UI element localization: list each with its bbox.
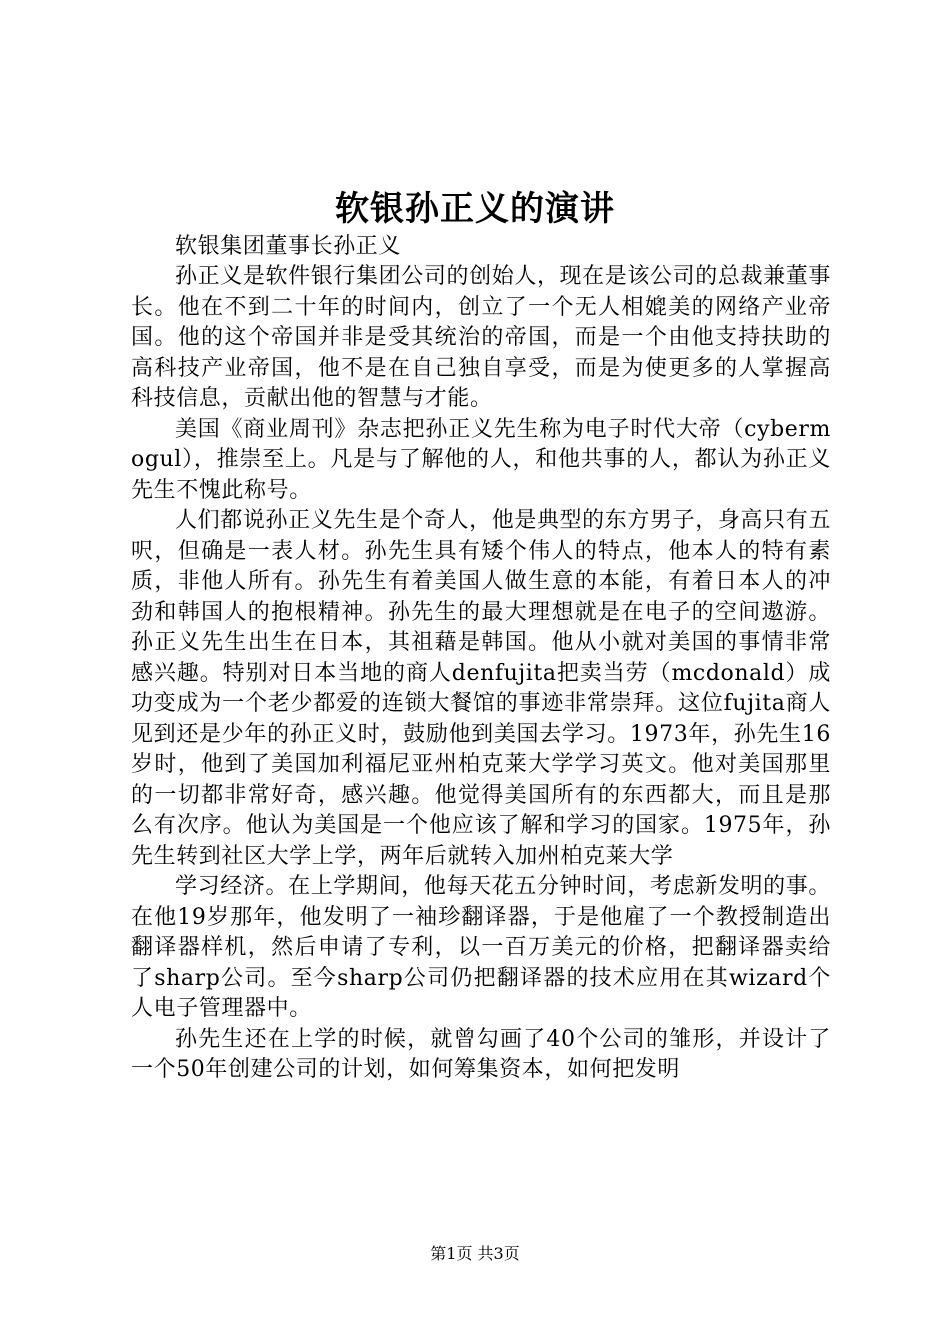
- page-title: 软银孙正义的演讲: [335, 189, 615, 229]
- page-number: 第1页 共3页: [430, 1244, 520, 1263]
- paragraph: 人们都说孙正义先生是个奇人，他是典型的东方男子，身高只有五呎，但确是一表人材。孙先生具有矮个伟人的特点，他本人的特有素质，非他人所有。孙先生有着美国人做生意的本能，有着日本人的冲劲和韩国人的抱根精神。孙先生的最大理想就是在电子的空间遨游。孙正义先生出生在日本，其祖藉是韩国。他从小就对美国的事情非常感兴趣。特别对日本当地的商人denfujita把卖当劳（mcdonald）成功变成为一个老少都爱的连锁大餐馆的事迹非常崇拜。这位fujita商人见到还是少年的孙正义时，鼓励他到美国去学习。1973年，孙先生16岁时，他到了美国加利福尼亚州柏克莱大学学习英文。他对美国那里的一切都非常好奇，感兴趣。他觉得美国所有的东西都大，而且是那么有次序。他认为美国是一个他应该了解和学习的国家。1975年，孙先生转到社区大学上学，两年后就转入加州柏克莱大学: [131, 508, 831, 869]
- paragraph: 孙先生还在上学的时候，就曾勾画了40个公司的雏形，并设计了一个50年创建公司的计划，如何筹集资本，如何把发明: [131, 1026, 831, 1082]
- paragraph: 孙正义是软件银行集团公司的创始人，现在是该公司的总裁兼董事长。他在不到二十年的时间内，创立了一个无人相媲美的网络产业帝国。他的这个帝国并非是受其统治的帝国，而是一个由他支持扶助的高科技产业帝国，他不是在自己独自享受，而是为使更多的人掌握高科技信息，贡献出他的智慧与才能。: [131, 264, 831, 411]
- document-body: [131, 232, 831, 1086]
- paragraph: 学习经济。在上学期间，他每天花五分钟时间，考虑新发明的事。在他19岁那年，他发明了一袖珍翻译器，于是他雇了一个教授制造出翻译器样机，然后申请了专利，以一百万美元的价格，把翻译器卖给了sharp公司。至今sharp公司仍把翻译器的技术应用在其wizard个人电子管理器中。: [131, 874, 831, 1021]
- paragraph: 软银集团董事长孙正义: [175, 234, 402, 259]
- paragraph: 美国《商业周刊》杂志把孙正义先生称为电子时代大帝（cybermogul），推崇至上。凡是与了解他的人，和他共事的人，都认为孙正义先生不愧此称号。: [131, 416, 831, 503]
